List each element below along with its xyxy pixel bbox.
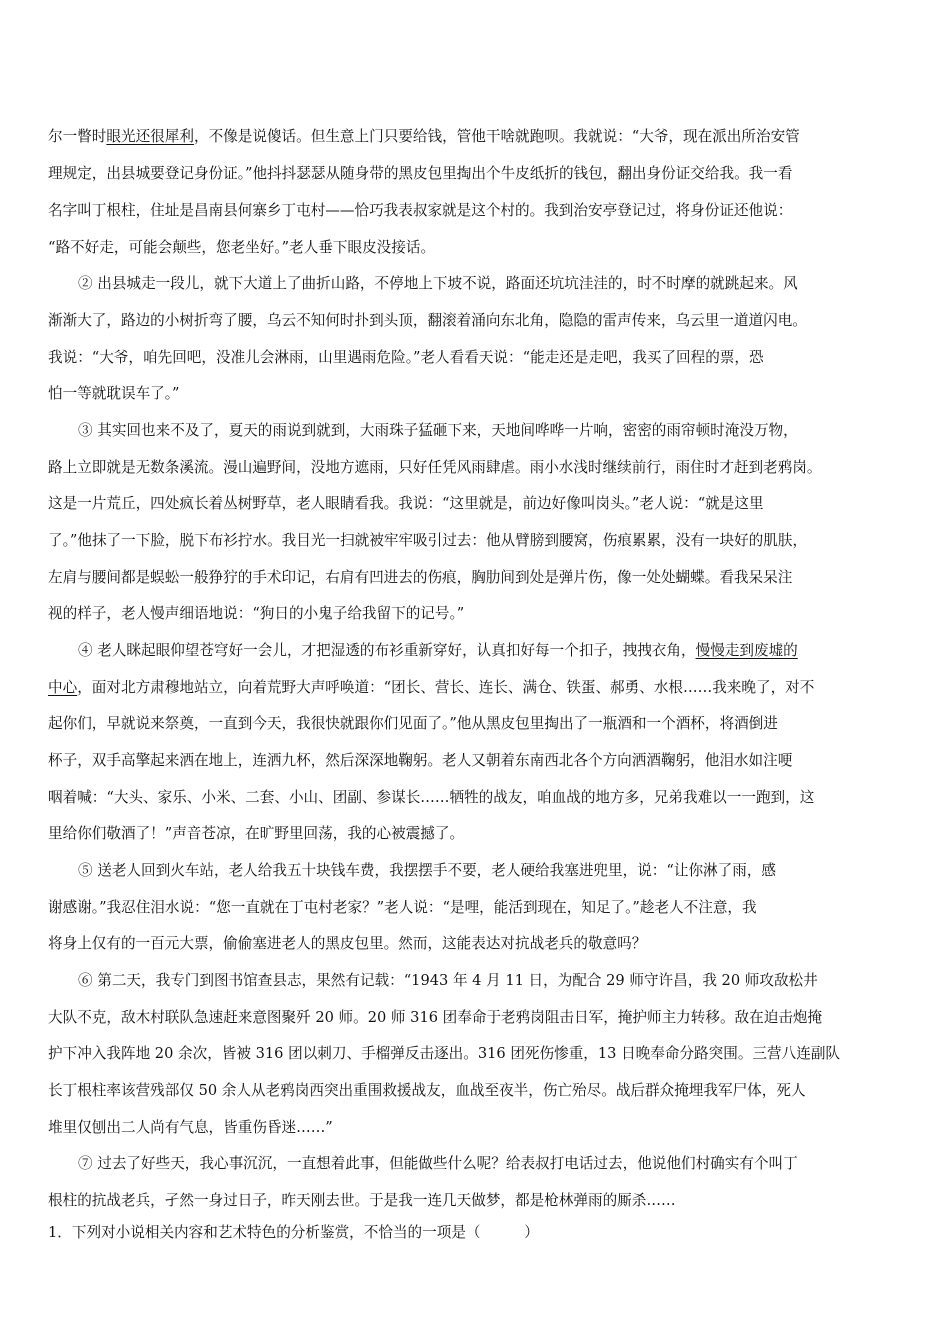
paragraph-2-start: ② 出县城走一段儿，就下大道上了曲折山路，不停地上下坡不说，路面还坑坑洼洼的，时不时摩的就跳起来。风 [78, 275, 798, 292]
text-line: 中心，面对北方肃穆地站立，向着荒野大声呼唤道：“团长、营长、连长、满仓、铁蛋、郝勇、水根……我来晚了，对不 [48, 679, 815, 696]
paragraph-3-start: ③ 其实回也来不及了，夏天的雨说到就到，大雨珠子猛砸下来，天地间哗哗一片响，密密的雨帘顿时淹没万物， [78, 422, 798, 439]
text-line: 咽着喊：“大头、家乐、小米、二套、小山、团副、参谋长……牺牲的战友，咱血战的地方多，兄弟我难以一一跑到，这 [48, 789, 815, 806]
text-line: “路不好走，可能会颠些，您老坐好。”老人垂下眼皮没接话。 [48, 239, 436, 256]
text-line: 这是一片荒丘，四处疯长着丛树野草，老人眼睛看我。我说：“这里就是，前边好像叫岗头。”老人说：“就是这里 [48, 495, 764, 512]
text-line: 了。”他抹了一下脸，脱下布衫拧水。我目光一扫就被牢牢吸引过去：他从臂膀到腰窝，伤痕累累，没有一块好的肌肤， [48, 532, 808, 549]
text-line: 视的样子，老人慢声细语地说：“狗日的小鬼子给我留下的记号。” [48, 605, 465, 622]
text-line: 堆里仅刨出二人尚有气息，皆重伤昏迷……” [48, 1119, 333, 1136]
text-line: 根柱的抗战老兵，孑然一身过日子，昨天刚去世。于是我一连几天做梦，都是枪林弹雨的厮杀…… [48, 1192, 676, 1209]
text-line: 渐渐大了，路边的小树折弯了腰，乌云不知何时扑到头顶，翻滚着涌向东北角，隐隐的雷声传来，乌云里一道道闪电。 [48, 312, 807, 329]
text-line: 路上立即就是无数条溪流。漫山遍野间，没地方遮雨，只好任凭风雨肆虐。雨小水浅时继续前行，雨住时才赶到老鸦岗。 [48, 459, 822, 476]
text-line: 起你们，早就说来祭奠，一直到今天，我很快就跟你们见面了。”他从黑皮包里掏出了一瓶酒和一个酒杯，将酒倒进 [48, 715, 778, 732]
paragraph-6-start: ⑥ 第二天，我专门到图书馆查县志，果然有记载：“1943 年 4 月 11 日，为配合 29 师守许昌，我 20 师攻敌松井 [78, 972, 818, 989]
paragraph-7-start: ⑦ 过去了好些天，我心事沉沉，一直想着此事，但能做些什么呢？给表叔打电话过去，他说他们村确实有个叫丁 [78, 1155, 798, 1172]
text-line: 长丁根柱率该营残部仅 50 余人从老鸦岗西突出重围救援战友，血战至夜半，伤亡殆尽。战后群众掩埋我军尸体，死人 [48, 1082, 806, 1099]
text-line: 将身上仅有的一百元大票，偷偷塞进老人的黑皮包里。然而，这能表达对抗战老兵的敬意吗？ [48, 935, 647, 952]
paragraph-4-start: ④ 老人眯起眼仰望苍穹好一会儿，才把湿透的布衫重新穿好，认真扣好每一个扣子，拽拽衣角，慢慢走到废墟的 [78, 642, 798, 659]
text-line: 左肩与腰间都是蜈蚣一般狰狞的手术印记，右肩有凹进去的伤痕，胸肋间到处是弹片伤，像一处处蝴蝶。看我呆呆注 [48, 569, 793, 586]
text-line: 杯子，双手高擎起来洒在地上，连洒九杯，然后深深地鞠躬。老人又朝着东南西北各个方向洒酒鞠躬，他泪水如注哽 [48, 752, 793, 769]
underlined-phrase: 慢慢走到废墟的 [695, 642, 798, 659]
text-line: 名字叫丁根柱，住址是昌南县何寨乡丁屯村——恰巧我表叔家就是这个村的。我到治安亭登记过，将身份证还他说： [48, 202, 793, 219]
paragraph-5-start: ⑤ 送老人回到火车站，老人给我五十块钱车费，我摆摆手不要，老人硬给我塞进兜里，说：“让你淋了雨，感 [78, 862, 777, 879]
text-line: 谢感谢。”我忍住泪水说：“您一直就在丁屯村老家？”老人说：“是哩，能活到现在，知足了。”趁老人不注意，我 [48, 899, 757, 916]
underlined-phrase: 眼光还很犀利 [106, 128, 194, 145]
text-line: 尔一瞥时眼光还很犀利，不像是说傻话。但生意上门只要给钱，管他干啥就跑呗。我就说：“大爷，现在派出所治安管 [48, 128, 800, 145]
text-line: 怕一等就耽误车了。” [48, 385, 180, 402]
text-line: 我说：“大爷，咱先回吧，没准儿会淋雨，山里遇雨危险。”老人看看天说：“能走还是走吧，我买了回程的票，恐 [48, 349, 764, 366]
underlined-phrase: 中心 [48, 679, 78, 696]
text-line: 里给你们敬酒了！”声音苍凉，在旷野里回荡，我的心被震撼了。 [48, 825, 465, 842]
question-1: 1．下列对小说相关内容和艺术特色的分析鉴赏，不恰当的一项是（ ） [48, 1224, 539, 1241]
text-line: 护下冲入我阵地 20 余次，皆被 316 团以刺刀、手榴弹反击逐出。316 团死伤惨重，13 日晚奉命分路突围。三营八连副队 [48, 1045, 841, 1062]
text-line: 大队不克，敌木村联队急速赶来意图聚歼 20 师。20 师 316 团奉命于老鸦岗阻击日军，掩护师主力转移。敌在迫击炮掩 [48, 1009, 823, 1026]
text-line: 理规定，出县城要登记身份证。”他抖抖瑟瑟从随身带的黑皮包里掏出个牛皮纸折的钱包，翻出身份证交给我。我一看 [48, 165, 793, 182]
